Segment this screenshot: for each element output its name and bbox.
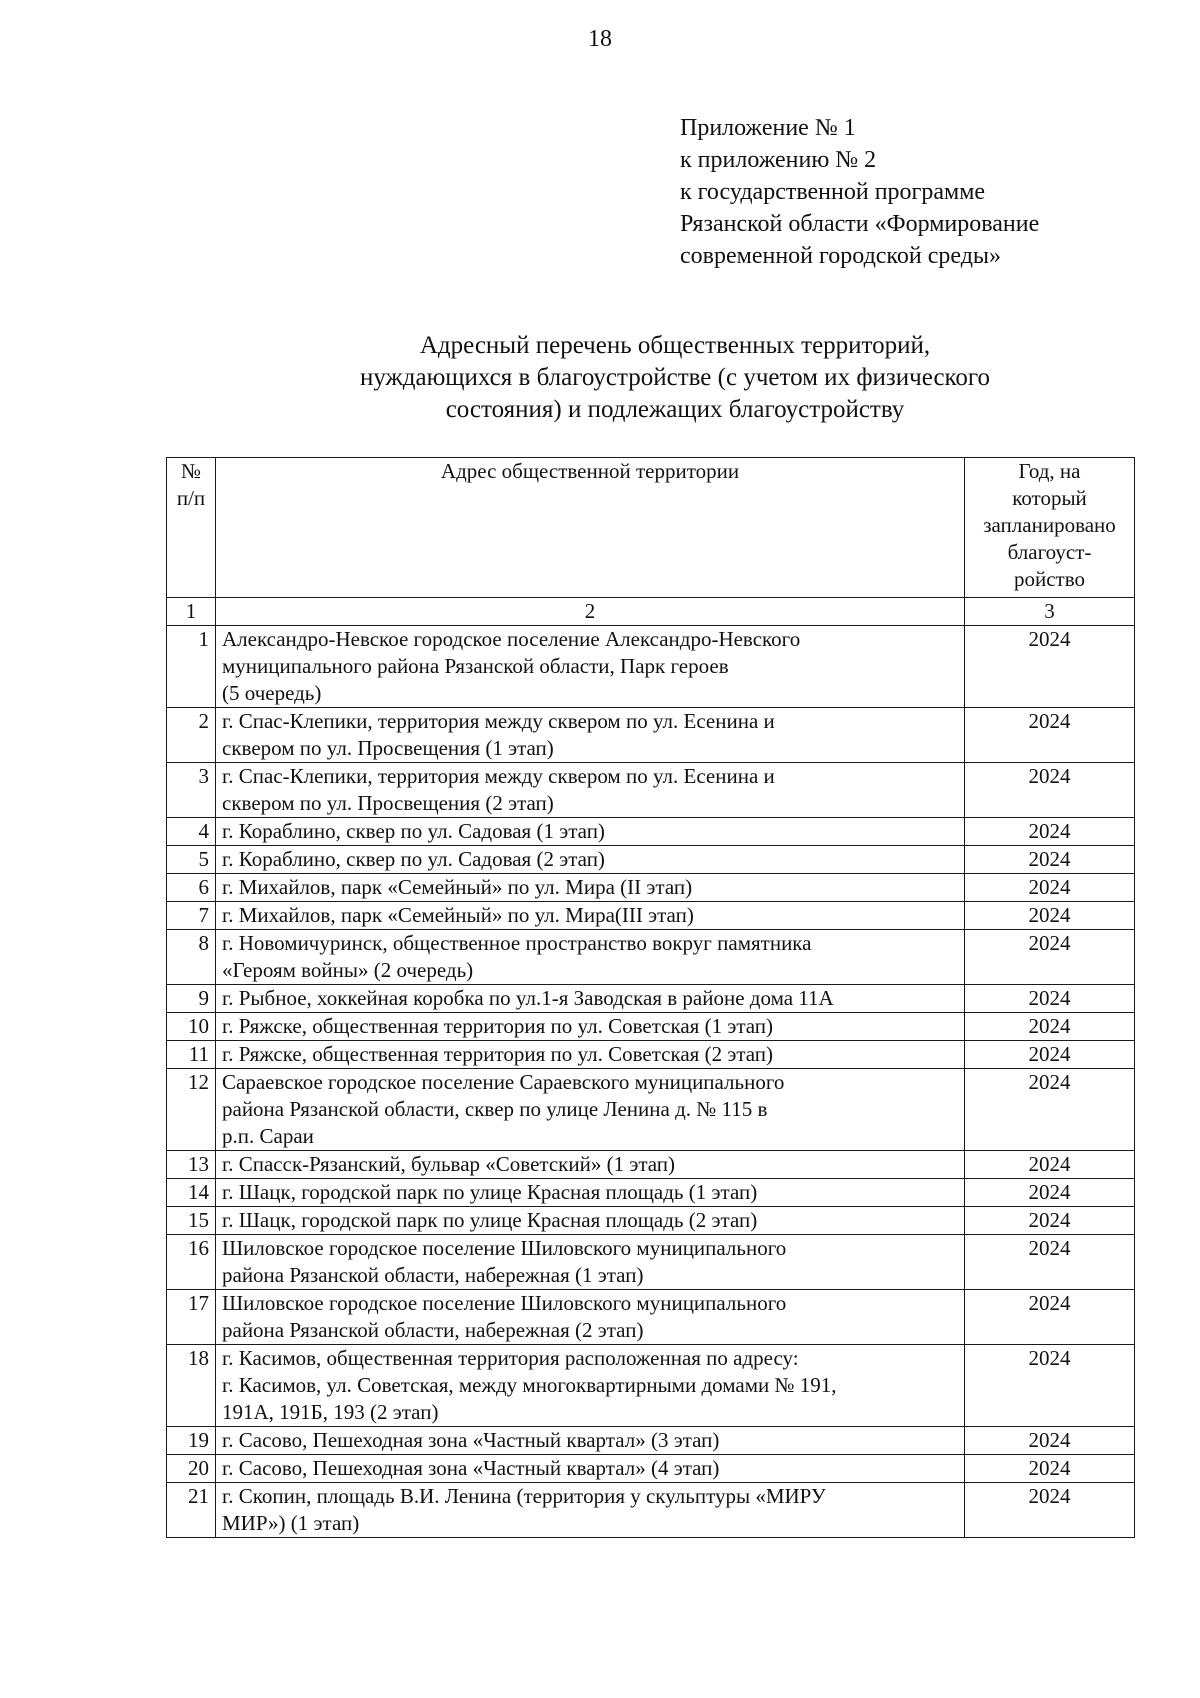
address-line: г. Спасск-Рязанский, бульвар «Советский» (1 этап) xyxy=(222,1152,676,1176)
page-number: 18 xyxy=(588,26,612,52)
header-year-line: ройство xyxy=(1013,567,1085,591)
address-table xyxy=(166,457,1135,1538)
row-year: 2024 xyxy=(965,1483,1135,1538)
address-line: сквером по ул. Просвещения (1 этап) xyxy=(222,736,554,760)
header-year-line: который xyxy=(1012,486,1087,510)
row-year: 2024 xyxy=(965,1427,1135,1455)
address-line: муниципального района Рязанской области, Парк героев xyxy=(222,654,729,678)
table-row xyxy=(167,1151,1135,1179)
address-line: г. Кораблино, сквер по ул. Садовая (2 этап) xyxy=(222,847,605,871)
row-year: 2024 xyxy=(965,874,1135,902)
row-number: 11 xyxy=(167,1041,216,1069)
address-line: г. Спас-Клепики, территория между сквером по ул. Есенина и xyxy=(222,764,775,788)
header-year-line: Год, на xyxy=(1018,459,1081,483)
row-address xyxy=(216,1013,965,1041)
row-number: 3 xyxy=(167,763,216,818)
table-row xyxy=(167,902,1135,930)
address-line: МИР») (1 этап) xyxy=(222,1511,360,1535)
address-line: г. Сасово, Пешеходная зона «Частный квартал» (3 этап) xyxy=(222,1428,720,1452)
row-year: 2024 xyxy=(965,1013,1135,1041)
address-line: г. Касимов, общественная территория расположенная по адресу: xyxy=(222,1346,799,1370)
column-index: 2 xyxy=(216,598,965,626)
row-year: 2024 xyxy=(965,1455,1135,1483)
row-year: 2024 xyxy=(965,626,1135,708)
row-number: 21 xyxy=(167,1483,216,1538)
row-year: 2024 xyxy=(965,930,1135,985)
row-number: 16 xyxy=(167,1235,216,1290)
table-row xyxy=(167,1455,1135,1483)
row-year: 2024 xyxy=(965,1179,1135,1207)
annex-line: Рязанской области «Формирование xyxy=(680,211,1040,237)
table-row xyxy=(167,818,1135,846)
row-year: 2024 xyxy=(965,1345,1135,1427)
table-row xyxy=(167,1207,1135,1235)
row-number: 4 xyxy=(167,818,216,846)
row-number: 1 xyxy=(167,626,216,708)
row-year: 2024 xyxy=(965,708,1135,763)
row-address xyxy=(216,902,965,930)
row-address xyxy=(216,846,965,874)
header-year xyxy=(965,458,1135,598)
table-row xyxy=(167,1179,1135,1207)
row-number: 6 xyxy=(167,874,216,902)
row-year: 2024 xyxy=(965,763,1135,818)
row-year: 2024 xyxy=(965,1290,1135,1345)
table-row xyxy=(167,1041,1135,1069)
address-line: г. Михайлов, парк «Семейный» по ул. Мира (II этап) xyxy=(222,875,693,899)
address-line: г. Михайлов, парк «Семейный» по ул. Мира(III этап) xyxy=(222,903,694,927)
table-row xyxy=(167,708,1135,763)
address-line: г. Кораблино, сквер по ул. Садовая (1 этап) xyxy=(222,819,605,843)
table-row xyxy=(167,626,1135,708)
address-line: «Героям войны» (2 очередь) xyxy=(222,958,474,982)
table-row xyxy=(167,1290,1135,1345)
row-address xyxy=(216,985,965,1013)
address-line: сквером по ул. Просвещения (2 этап) xyxy=(222,791,554,815)
table-row xyxy=(167,763,1135,818)
table-row xyxy=(167,1013,1135,1041)
row-number: 7 xyxy=(167,902,216,930)
table-row xyxy=(167,1427,1135,1455)
address-line: Александро-Невское городское поселение Александро-Невского xyxy=(222,627,801,651)
row-address xyxy=(216,818,965,846)
header-year-line: благоуст- xyxy=(1007,540,1092,564)
annex-line: современной городской среды» xyxy=(680,243,1002,269)
address-line: района Рязанской области, сквер по улице Ленина д. № 115 в xyxy=(222,1097,768,1121)
row-number: 18 xyxy=(167,1345,216,1427)
annex-line: Приложение № 1 xyxy=(680,115,856,141)
document-title xyxy=(250,330,1100,426)
address-line: Шиловское городское поселение Шиловского муниципального xyxy=(222,1291,787,1315)
table-row xyxy=(167,985,1135,1013)
address-line: г. Рыбное, хоккейная коробка по ул.1-я Заводская в районе дома 11А xyxy=(222,986,834,1010)
row-number: 19 xyxy=(167,1427,216,1455)
row-address xyxy=(216,930,965,985)
row-address xyxy=(216,1235,965,1290)
table-header-row xyxy=(167,458,1135,598)
row-year: 2024 xyxy=(965,985,1135,1013)
row-number: 2 xyxy=(167,708,216,763)
row-number: 10 xyxy=(167,1013,216,1041)
row-address xyxy=(216,1207,965,1235)
row-year: 2024 xyxy=(965,846,1135,874)
row-address xyxy=(216,763,965,818)
table-row xyxy=(167,846,1135,874)
row-year: 2024 xyxy=(965,1069,1135,1151)
row-year: 2024 xyxy=(965,902,1135,930)
row-year: 2024 xyxy=(965,818,1135,846)
row-year: 2024 xyxy=(965,1151,1135,1179)
table-body xyxy=(167,626,1135,1538)
header-number-abbr: п/п xyxy=(176,486,206,510)
row-number: 17 xyxy=(167,1290,216,1345)
row-address xyxy=(216,1151,965,1179)
header-number xyxy=(167,458,216,598)
row-number: 9 xyxy=(167,985,216,1013)
address-line: г. Новомичуринск, общественное пространство вокруг памятника xyxy=(222,931,812,955)
row-address xyxy=(216,1290,965,1345)
row-address xyxy=(216,626,965,708)
row-number: 13 xyxy=(167,1151,216,1179)
row-year: 2024 xyxy=(965,1235,1135,1290)
address-line: Шиловское городское поселение Шиловского муниципального xyxy=(222,1236,787,1260)
row-address xyxy=(216,1345,965,1427)
annex-reference xyxy=(680,112,1039,272)
annex-line: к приложению № 2 xyxy=(680,147,877,173)
title-line: Адресный перечень общественных территорий, xyxy=(419,332,931,359)
address-line: г. Ряжске, общественная территория по ул. Советская (1 этап) xyxy=(222,1014,774,1038)
address-line: р.п. Сараи xyxy=(222,1124,314,1148)
address-line: г. Касимов, ул. Советская, между многоквартирными домами № 191, xyxy=(222,1373,837,1397)
row-number: 14 xyxy=(167,1179,216,1207)
table-row xyxy=(167,874,1135,902)
address-line: г. Ряжске, общественная территория по ул. Советская (2 этап) xyxy=(222,1042,774,1066)
header-address: Адрес общественной территории xyxy=(216,458,965,598)
row-number: 15 xyxy=(167,1207,216,1235)
address-line: 191А, 191Б, 193 (2 этап) xyxy=(222,1400,439,1424)
row-address xyxy=(216,1069,965,1151)
column-index: 3 xyxy=(965,598,1135,626)
header-year-line: запланировано xyxy=(983,513,1116,537)
table-row xyxy=(167,1345,1135,1427)
title-line: состояния) и подлежащих благоустройству xyxy=(445,396,905,423)
row-address xyxy=(216,708,965,763)
row-number: 8 xyxy=(167,930,216,985)
row-number: 20 xyxy=(167,1455,216,1483)
table-row xyxy=(167,1069,1135,1151)
row-address xyxy=(216,1041,965,1069)
address-line: Сараевское городское поселение Сараевского муниципального xyxy=(222,1070,785,1094)
row-address xyxy=(216,1427,965,1455)
column-index-row xyxy=(167,598,1135,626)
row-number: 12 xyxy=(167,1069,216,1151)
table-row xyxy=(167,1483,1135,1538)
address-line: (5 очередь) xyxy=(222,681,322,705)
row-number: 5 xyxy=(167,846,216,874)
row-address xyxy=(216,1179,965,1207)
header-number-symbol: № xyxy=(180,459,202,483)
address-line: г. Сасово, Пешеходная зона «Частный квартал» (4 этап) xyxy=(222,1456,720,1480)
row-address xyxy=(216,1455,965,1483)
row-address xyxy=(216,1483,965,1538)
column-index: 1 xyxy=(167,598,216,626)
table-row xyxy=(167,1235,1135,1290)
address-line: г. Скопин, площадь В.И. Ленина (территория у скульптуры «МИРУ xyxy=(222,1484,826,1508)
address-line: г. Спас-Клепики, территория между сквером по ул. Есенина и xyxy=(222,709,775,733)
row-address xyxy=(216,874,965,902)
row-year: 2024 xyxy=(965,1207,1135,1235)
address-line: г. Шацк, городской парк по улице Красная площадь (2 этап) xyxy=(222,1208,758,1232)
table-row xyxy=(167,930,1135,985)
row-year: 2024 xyxy=(965,1041,1135,1069)
annex-line: к государственной программе xyxy=(680,179,986,205)
title-line: нуждающихся в благоустройстве (с учетом их физического xyxy=(359,364,991,391)
address-line: района Рязанской области, набережная (1 этап) xyxy=(222,1263,644,1287)
address-line: района Рязанской области, набережная (2 этап) xyxy=(222,1318,644,1342)
address-line: г. Шацк, городской парк по улице Красная площадь (1 этап) xyxy=(222,1180,758,1204)
